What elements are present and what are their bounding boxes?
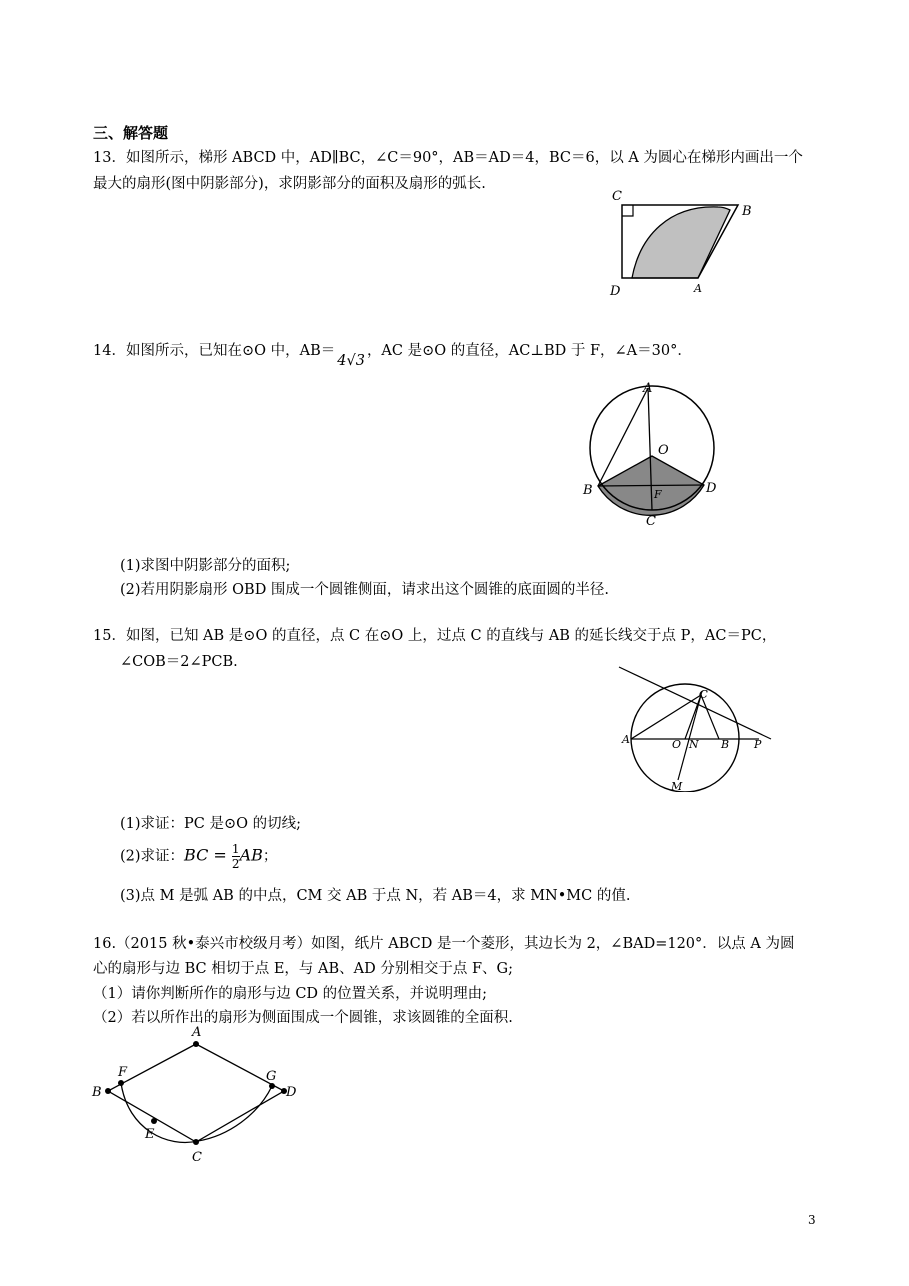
q15-label-O: O: [672, 738, 682, 751]
q16-rhombus: [108, 1044, 284, 1142]
q16-label-B: B: [92, 1085, 102, 1100]
q15-label-B: B: [721, 738, 730, 751]
q14-label-C: C: [646, 514, 656, 528]
q14-label-F: F: [654, 488, 662, 501]
q15-label-C: C: [699, 688, 708, 701]
q13-right-angle-mark: [622, 205, 633, 216]
q14-label-B: B: [583, 483, 593, 498]
section-title: 三、解答题: [93, 124, 169, 142]
q15-sub2-numerator: 1: [231, 842, 240, 856]
q15-sub1: (1)求证：PC 是⊙O 的切线;: [120, 816, 302, 832]
q16-label-G: G: [266, 1069, 277, 1084]
q13-trapezoid-figure: [600, 185, 770, 300]
q14-stem-value: 4√3: [337, 353, 365, 369]
q14-sub1: (1)求图中阴影部分的面积;: [120, 558, 291, 574]
q14-sub2: (2)若用阴影扇形 OBD 围成一个圆锥侧面，请求出这个圆锥的底面圆的半径.: [120, 582, 610, 598]
q16-label-F: F: [118, 1065, 128, 1080]
q16-rhombus-figure: [88, 1020, 308, 1170]
q13-shaded-sector: [632, 207, 730, 278]
q15-sub2-denominator: 2: [231, 857, 240, 871]
q15-label-N: N: [689, 738, 699, 751]
q15-sub3: (3)点 M 是弧 AB 的中点，CM 交 AB 于点 N，若 AB＝4，求 MN•MC 的值.: [120, 888, 631, 904]
q13-line1: 13．如图所示，梯形 ABCD 中，AD∥BC，∠C＝90°，AB＝AD＝4，BC＝6，以 A 为圆心在梯形内画出一个: [93, 150, 803, 166]
q16-label-C: C: [192, 1150, 202, 1165]
q14-stem-suffix: ，AC 是⊙O 的直径，AC⊥BD 于 F，∠A＝30°．: [366, 343, 692, 359]
q16-label-D: D: [286, 1085, 297, 1100]
q16-point-F: [118, 1080, 124, 1086]
q14-circle-figure: [580, 378, 730, 528]
q15-sub2: [120, 843, 277, 870]
q16-label-E: E: [145, 1127, 155, 1142]
q16-point-B: [105, 1088, 111, 1094]
q14-label-D: D: [706, 481, 717, 496]
q13-label-D: D: [610, 284, 621, 299]
q13-label-C: C: [612, 189, 622, 204]
q15-circle-figure: [615, 660, 775, 792]
q16-sub2: （2）若以所作出的扇形为侧面围成一个圆锥，求该圆锥的全面积.: [93, 1010, 513, 1026]
q15-sub2-suffix: ；: [262, 848, 278, 865]
q13-line2: 最大的扇形(图中阴影部分)，求阴影部分的面积及扇形的弧长.: [93, 176, 486, 192]
q13-label-A: A: [694, 282, 702, 295]
q15-label-M: M: [671, 780, 683, 792]
q15-chord-CB: [701, 695, 719, 739]
q14-label-A: A: [643, 381, 653, 396]
q16-point-A: [193, 1041, 199, 1047]
q16-point-C: [193, 1139, 199, 1145]
q16-sub1: （1）请你判断所作的扇形与边 CD 的位置关系，并说明理由;: [93, 986, 488, 1002]
q16-point-E: [151, 1118, 157, 1124]
q14-stem: [93, 339, 692, 369]
q15-sub2-fraction: [232, 843, 240, 870]
q15-sub2-lhs: BC =: [184, 845, 232, 865]
q16-sector-arc: [121, 1083, 272, 1142]
q15-label-A: A: [622, 733, 630, 746]
q16-label-A: A: [192, 1025, 202, 1040]
q15-line1: 15．如图，已知 AB 是⊙O 的直径，点 C 在⊙O 上，过点 C 的直线与 AB 的延长线交于点 P，AC＝PC，: [93, 628, 777, 644]
q14-label-O: O: [658, 443, 669, 458]
q16-line2: 心的扇形与边 BC 相切于点 E，与 AB、AD 分别相交于点 F、G;: [93, 961, 514, 977]
q15-sub2-rhs: AB: [239, 845, 263, 865]
q14-stem-prefix: 14．如图所示，已知在⊙O 中，AB＝: [93, 343, 336, 359]
page-number: 3: [808, 1213, 816, 1227]
q15-tangent-PC: [619, 667, 771, 739]
q15-sub2-prefix: (2)求证：: [120, 848, 185, 865]
q13-label-B: B: [742, 204, 752, 219]
q16-line1: 16.（2015 秋•泰兴市校级月考）如图，纸片 ABCD 是一个菱形，其边长为 2，∠BAD=120°．以点 A 为圆: [93, 936, 795, 952]
q15-line2: ∠COB＝2∠PCB.: [120, 654, 238, 670]
q15-label-P: P: [754, 738, 762, 751]
